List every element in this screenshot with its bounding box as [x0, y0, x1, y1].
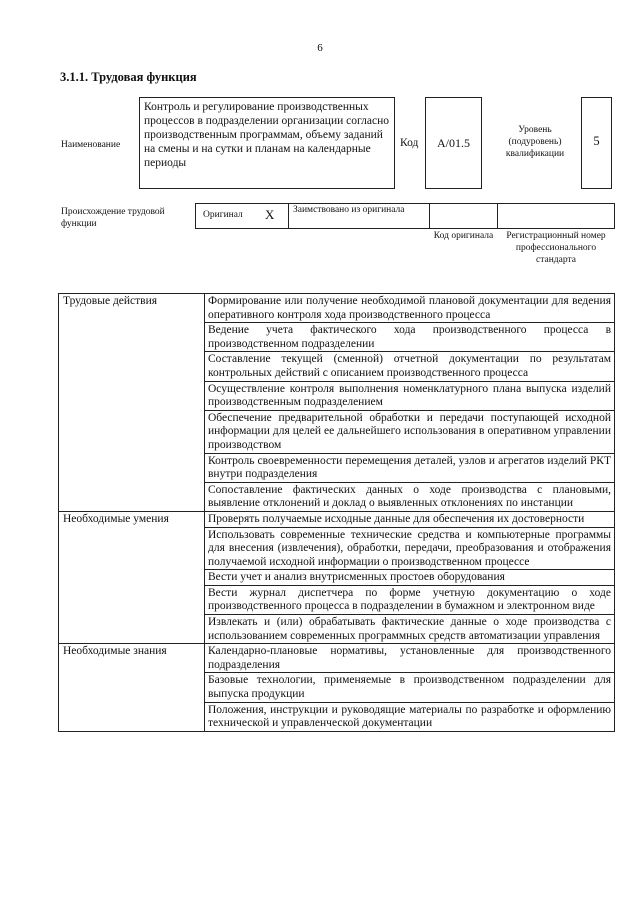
content-cell: Формирование или получение необходимой плановой документации для ведения оперативного контроля хода производственного процесса	[205, 294, 615, 323]
content-cell: Ведение учета фактического хода производственного процесса в производственном подразделении	[205, 323, 615, 352]
reg-number-cell	[497, 203, 615, 229]
page-number: 6	[317, 42, 323, 54]
code-value: А/01.5	[437, 136, 470, 150]
content-cell: Календарно-плановые нормативы, установленные для производственного подразделения	[205, 644, 615, 673]
content-cell: Обеспечение предварительной обработки и передачи поступающей исходной информации для целей ее дальнейшего использования в оперативном управлении производством	[205, 410, 615, 453]
table-row	[59, 644, 615, 673]
original-mark: X	[265, 207, 275, 222]
code-box	[425, 97, 482, 189]
table-row	[59, 294, 615, 323]
name-label: Наименование	[61, 140, 121, 150]
category-cell: Необходимые умения	[59, 511, 205, 643]
content-cell: Вести журнал диспетчера по форме учетную документацию о ходе производственного процесса в подразделении в бумажном и электронном виде	[205, 585, 615, 614]
content-cell: Осуществление контроля выполнения номенклатурного плана выпуска изделий производственным подразделением	[205, 381, 615, 410]
section-title: 3.1.1. Трудовая функция	[60, 70, 197, 84]
function-name: Контроль и регулирование производственных процессов в подразделении организации согласно производственным программам, объему заданий на смены и на сутки и планам на календарные периоды	[144, 101, 389, 169]
borrowed-label: Заимствовано из оригинала	[293, 205, 405, 215]
reg-number-caption: Регистрационный номер профессионального стандарта	[506, 231, 606, 265]
content-cell: Положения, инструкции и руководящие материалы по разработке и оформлению технической и управленческой документации	[205, 702, 615, 731]
content-cell: Базовые технологии, применяемые в производственном подразделении для выпуска продукции	[205, 673, 615, 702]
borrowed-cell	[288, 203, 430, 229]
category-cell: Необходимые знания	[59, 644, 205, 732]
original-label: Оригинал	[203, 210, 243, 220]
content-cell: Вести учет и анализ внутрисменных простоев оборудования	[205, 570, 615, 586]
code-original-caption: Код оригинала	[433, 231, 494, 241]
content-cell: Извлекать и (или) обрабатывать фактические данные о ходе производства с использованием современных программных средств автоматизации управления	[205, 615, 615, 644]
function-name-box	[139, 97, 395, 189]
content-cell: Проверять получаемые исходные данные для обеспечения их достоверности	[205, 511, 615, 527]
content-cell: Сопоставление фактических данных о ходе производства с плановыми, выявление отклонений и доклад о выявленных отклонениях по инстанции	[205, 482, 615, 511]
level-label: Уровень (подуровень) квалификации	[505, 125, 565, 159]
table-row	[59, 511, 615, 527]
content-cell: Составление текущей (сменной) отчетной документации по результатам контрольных действий с описанием производственного процесса	[205, 352, 615, 381]
level-value: 5	[593, 134, 600, 148]
category-cell: Трудовые действия	[59, 294, 205, 512]
level-box	[581, 97, 612, 189]
labor-function-table	[58, 293, 615, 732]
origin-label: Происхождение трудовой функции	[61, 207, 165, 229]
content-cell: Использовать современные технические средства и компьютерные программы для внесения (извлечения), обработки, передачи, преобразования и отображения получаемой исходной информации о производственном процессе	[205, 527, 615, 570]
content-cell: Контроль своевременности перемещения деталей, узлов и агрегатов изделий РКТ внутри подразделения	[205, 453, 615, 482]
code-label: Код	[400, 137, 419, 149]
code-original-cell	[429, 203, 498, 229]
